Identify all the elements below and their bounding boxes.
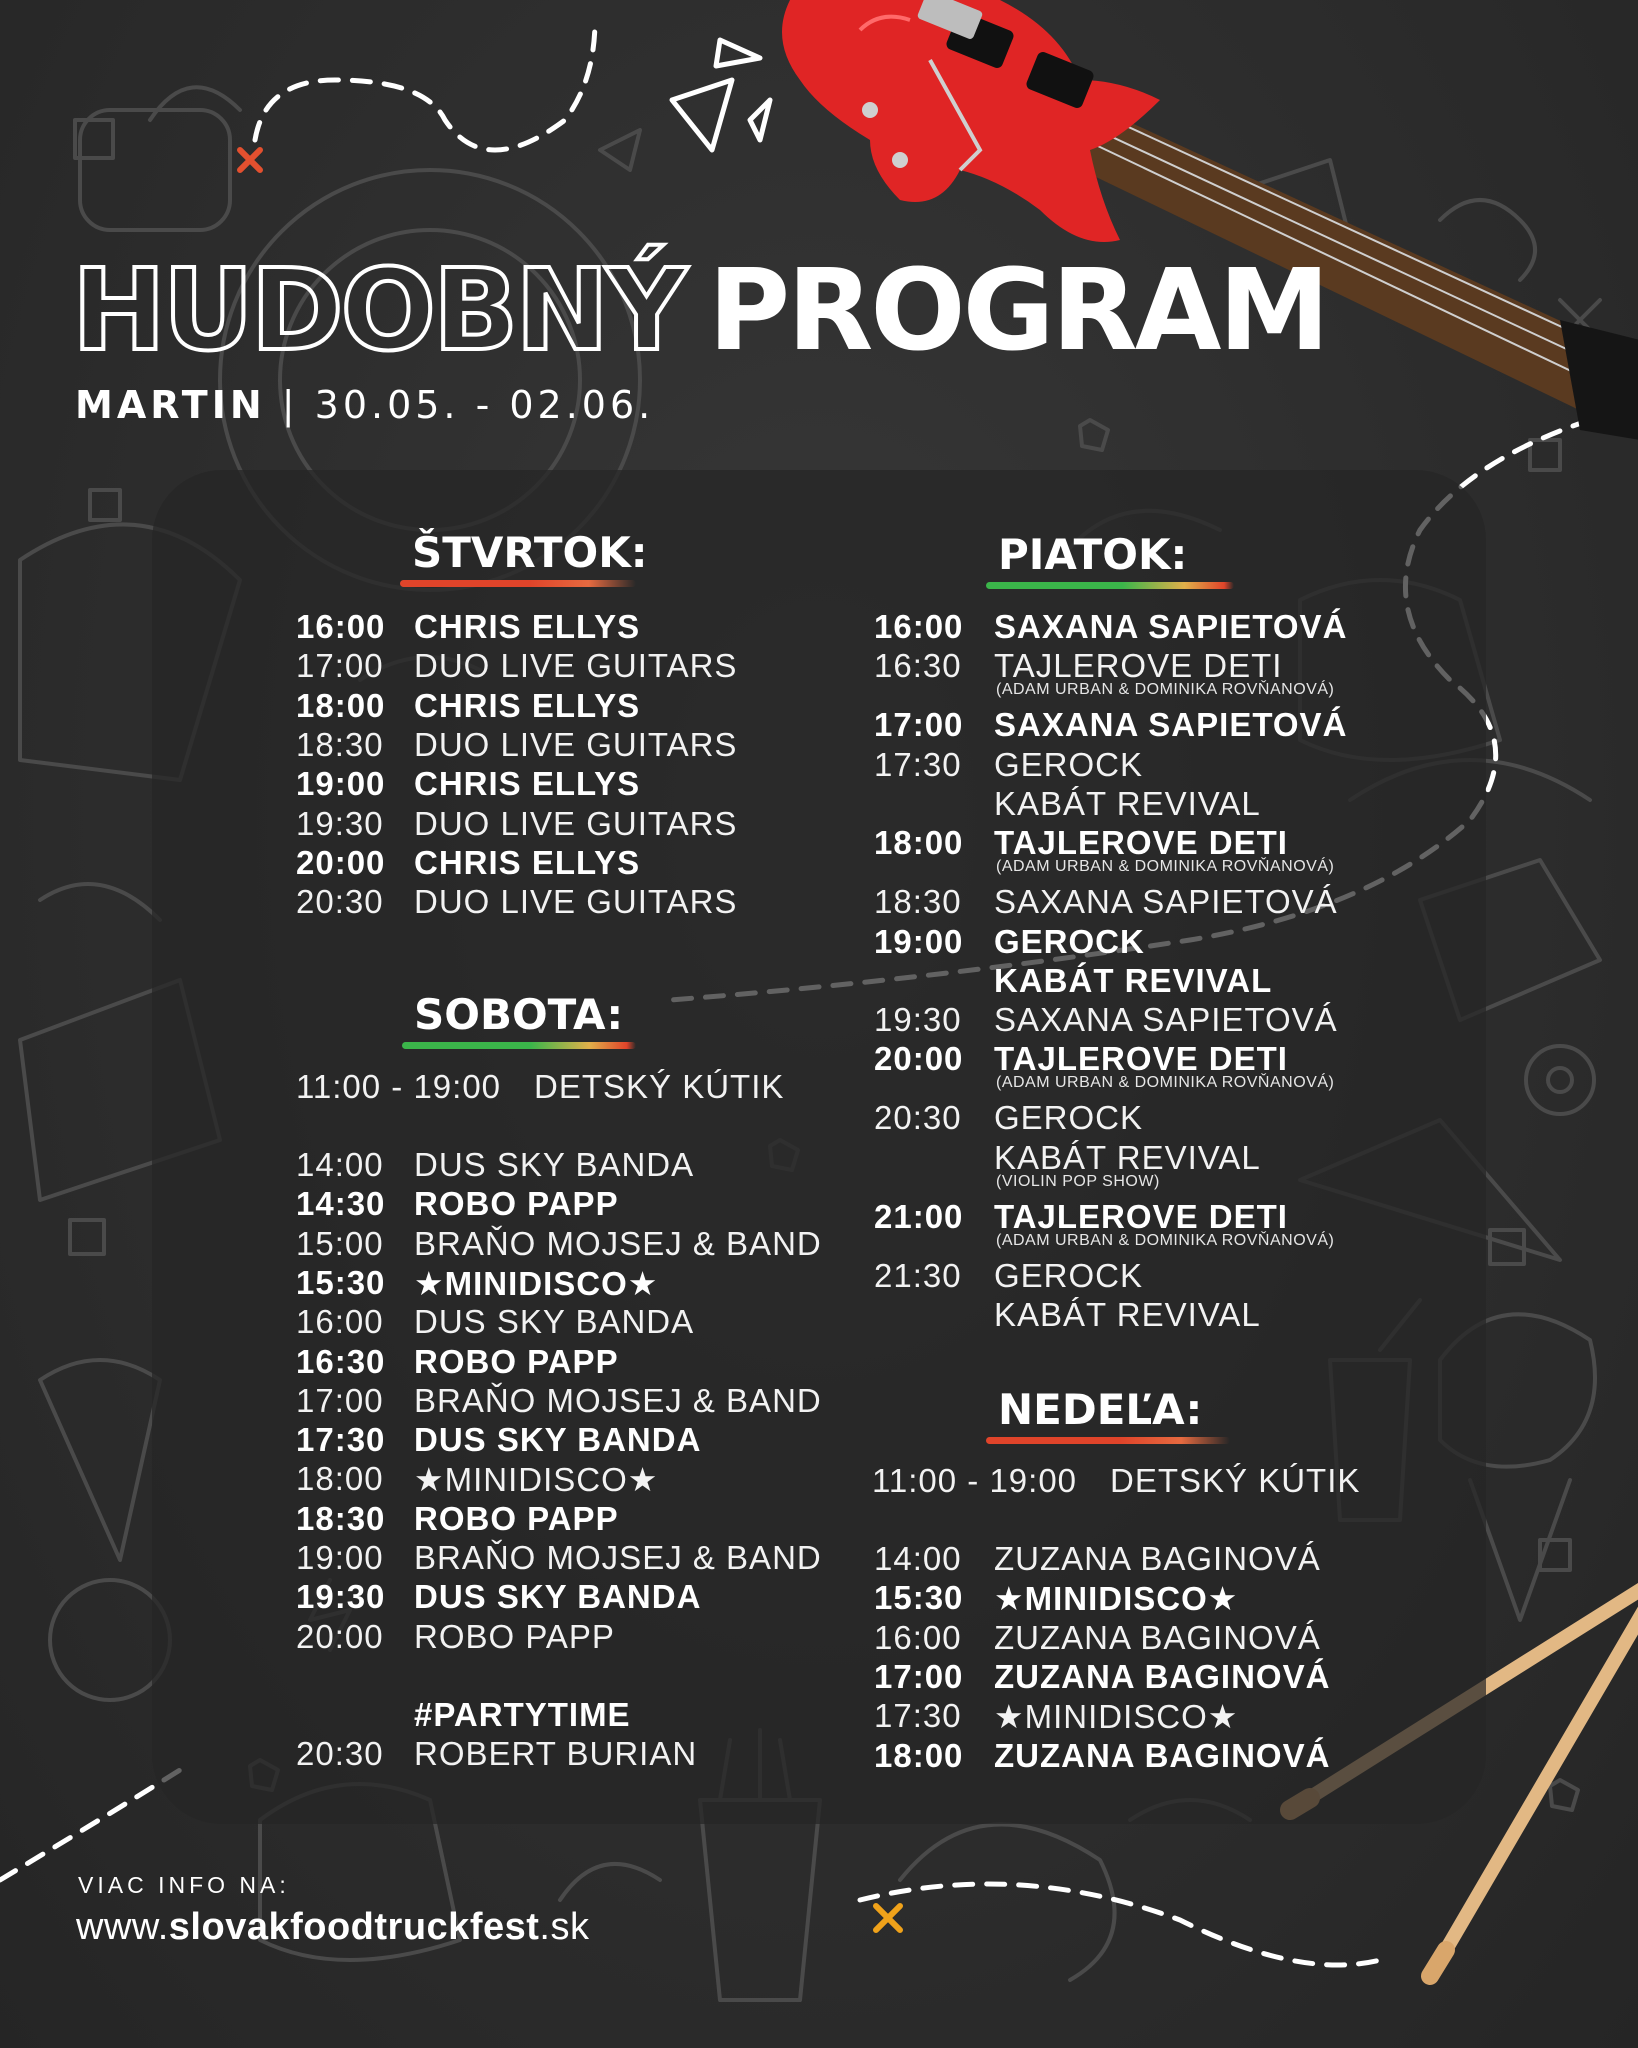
slot-act: SAXANA SAPIETOVÁ — [994, 883, 1338, 921]
slot-time: 18:30 — [874, 883, 962, 921]
slot-act: TAJLEROVE DETI — [994, 647, 1283, 685]
slot-time: 15:30 — [874, 1579, 964, 1617]
url-suffix: .sk — [539, 1906, 590, 1948]
slot-time: 16:30 — [874, 647, 962, 685]
slot-time: 20:00 — [296, 843, 386, 881]
slot-time: 17:30 — [874, 1697, 962, 1735]
slot-act: ★MINIDISCO★ — [414, 1264, 659, 1302]
slot-act: DUO LIVE GUITARS — [414, 725, 738, 763]
slot-act: DUO LIVE GUITARS — [414, 883, 738, 921]
title-solid-word: PROGRAM — [708, 246, 1327, 376]
slot-time: 17:00 — [296, 647, 384, 685]
slot-time: 15:30 — [296, 1263, 386, 1301]
slot-time: 17:30 — [874, 745, 962, 783]
slot-act: SAXANA SAPIETOVÁ — [994, 608, 1348, 645]
slot-act: KABÁT REVIVAL — [994, 1296, 1261, 1333]
slot-time: 14:30 — [296, 1185, 386, 1223]
slot-note: (ADAM URBAN & DOMINIKA ROVŇANOVÁ) — [996, 681, 1335, 699]
slot-time: 15:00 — [296, 1224, 384, 1262]
slot-act: KABÁT REVIVAL — [994, 784, 1261, 822]
slot-time: 20:30 — [296, 883, 384, 921]
cross-marker-icon — [240, 150, 260, 170]
slot-act: ROBO PAPP — [414, 1185, 619, 1223]
day-heading-nedela: NEDEĽA: — [998, 1385, 1203, 1434]
url-domain: slovakfoodtruckfest — [168, 1906, 540, 1948]
slot-note: (ADAM URBAN & DOMINIKA ROVŇANOVÁ) — [996, 1231, 1335, 1249]
slot-time: 18:00 — [296, 1460, 384, 1498]
slot-act: KABÁT REVIVAL — [994, 961, 1273, 999]
slot-time: 20:30 — [296, 1735, 384, 1773]
slot-act: SAXANA SAPIETOVÁ — [994, 706, 1348, 744]
slot-time: 18:00 — [296, 686, 386, 724]
kids-corner-time: 11:00 - 19:00 — [872, 1462, 1078, 1499]
day-heading-stvrtok: ŠTVRTOK: — [412, 528, 648, 577]
day-heading-underline — [986, 582, 1234, 589]
slot-time: 20:00 — [296, 1617, 384, 1655]
page-title — [72, 246, 1327, 376]
slot-act: ROBERT BURIAN — [414, 1735, 698, 1773]
slot-time: 16:00 — [874, 1618, 962, 1656]
slot-act: ZUZANA BAGINOVÁ — [994, 1618, 1321, 1656]
slot-act: ROBO PAPP — [414, 1342, 619, 1380]
slot-act: GEROCK — [994, 1256, 1144, 1294]
slot-time: 18:30 — [296, 725, 384, 763]
kids-corner-act: DETSKÝ KÚTIK — [534, 1068, 785, 1105]
slot-act: KABÁT REVIVAL — [994, 1138, 1261, 1176]
slot-time: 19:30 — [874, 1001, 962, 1039]
slot-act: DUS SKY BANDA — [414, 1421, 702, 1459]
slot-act: TAJLEROVE DETI — [994, 824, 1288, 862]
slot-act: BRAŇO MOJSEJ & BAND — [414, 1224, 822, 1262]
slot-act: CHRIS ELLYS — [414, 765, 641, 803]
slot-act: ★MINIDISCO★ — [414, 1461, 659, 1499]
slot-time: 20:00 — [874, 1040, 964, 1078]
slot-time: 14:00 — [296, 1146, 384, 1183]
slot-act: DUO LIVE GUITARS — [414, 804, 738, 842]
slot-time: 16:30 — [296, 1342, 386, 1380]
slot-act: ZUZANA BAGINOVÁ — [994, 1736, 1331, 1774]
slot-act: BRAŇO MOJSEJ & BAND — [414, 1381, 822, 1419]
slot-note: (VIOLIN POP SHOW) — [996, 1172, 1160, 1190]
slot-act: GEROCK — [994, 922, 1145, 960]
slot-act: ROBO PAPP — [414, 1617, 615, 1655]
slot-time: 18:00 — [874, 824, 964, 862]
slot-time: 17:00 — [874, 1657, 964, 1695]
slot-time: 16:00 — [296, 1303, 384, 1341]
slot-time: 20:30 — [874, 1099, 962, 1137]
slot-note: (ADAM URBAN & DOMINIKA ROVŇANOVÁ) — [996, 1074, 1335, 1092]
slot-act: CHRIS ELLYS — [414, 843, 641, 881]
slot-time: 21:30 — [874, 1256, 962, 1294]
slot-time: 17:30 — [296, 1421, 386, 1459]
url-prefix: www. — [76, 1906, 169, 1948]
slot-time: 14:00 — [874, 1540, 962, 1577]
slot-act: CHRIS ELLYS — [414, 686, 641, 724]
slot-time: 18:00 — [874, 1736, 964, 1774]
day-heading-sobota: SOBOTA: — [414, 990, 624, 1039]
slot-act: BRAŇO MOJSEJ & BAND — [414, 1539, 822, 1576]
day-heading-underline — [986, 1437, 1230, 1444]
kids-corner-act: DETSKÝ KÚTIK — [1110, 1462, 1361, 1499]
event-subtitle — [75, 383, 654, 427]
event-dates: 30.05. - 02.06. — [314, 383, 655, 427]
slot-act: ROBO PAPP — [414, 1499, 619, 1537]
slot-act: ★MINIDISCO★ — [994, 1580, 1239, 1618]
slot-act: DUS SKY BANDA — [414, 1578, 702, 1616]
slot-time: 18:30 — [296, 1499, 386, 1537]
slot-time: 17:00 — [296, 1381, 384, 1419]
day-heading-piatok: PIATOK: — [998, 530, 1188, 579]
slot-time: 17:00 — [874, 706, 964, 744]
kids-corner-time: 11:00 - 19:00 — [296, 1068, 502, 1105]
day-heading-underline — [400, 580, 636, 587]
slot-act: CHRIS ELLYS — [414, 608, 641, 645]
slot-act: DUS SKY BANDA — [414, 1146, 695, 1183]
website-link[interactable] — [76, 1906, 589, 1949]
slot-note: (ADAM URBAN & DOMINIKA ROVŇANOVÁ) — [996, 858, 1335, 876]
slot-act: GEROCK — [994, 745, 1144, 783]
slot-act: SAXANA SAPIETOVÁ — [994, 1001, 1338, 1039]
slot-time: 21:00 — [874, 1197, 964, 1235]
slot-act: TAJLEROVE DETI — [994, 1040, 1288, 1078]
slot-act: TAJLEROVE DETI — [994, 1197, 1288, 1235]
slot-act: DUS SKY BANDA — [414, 1303, 695, 1341]
slot-time: 16:00 — [874, 608, 964, 645]
title-outline-word: HUDOBNÝ — [72, 246, 685, 376]
slot-act: DUO LIVE GUITARS — [414, 647, 738, 685]
slot-act: GEROCK — [994, 1099, 1144, 1137]
slot-act: ★MINIDISCO★ — [994, 1698, 1239, 1736]
footer-label: VIAC INFO NA: — [78, 1872, 290, 1898]
slot-time: 19:00 — [296, 765, 386, 803]
slot-time: 16:00 — [296, 608, 386, 645]
slot-time: 19:00 — [874, 922, 964, 960]
slot-act: #PARTYTIME — [414, 1695, 631, 1733]
slot-time: 19:00 — [296, 1539, 384, 1576]
slot-time: 19:30 — [296, 804, 384, 842]
event-city: MARTIN — [75, 383, 266, 427]
slot-act: ZUZANA BAGINOVÁ — [994, 1657, 1331, 1695]
subtitle-separator: | — [281, 383, 299, 427]
day-heading-underline — [402, 1042, 636, 1049]
slot-time: 19:30 — [296, 1578, 386, 1616]
slot-act: ZUZANA BAGINOVÁ — [994, 1540, 1321, 1577]
